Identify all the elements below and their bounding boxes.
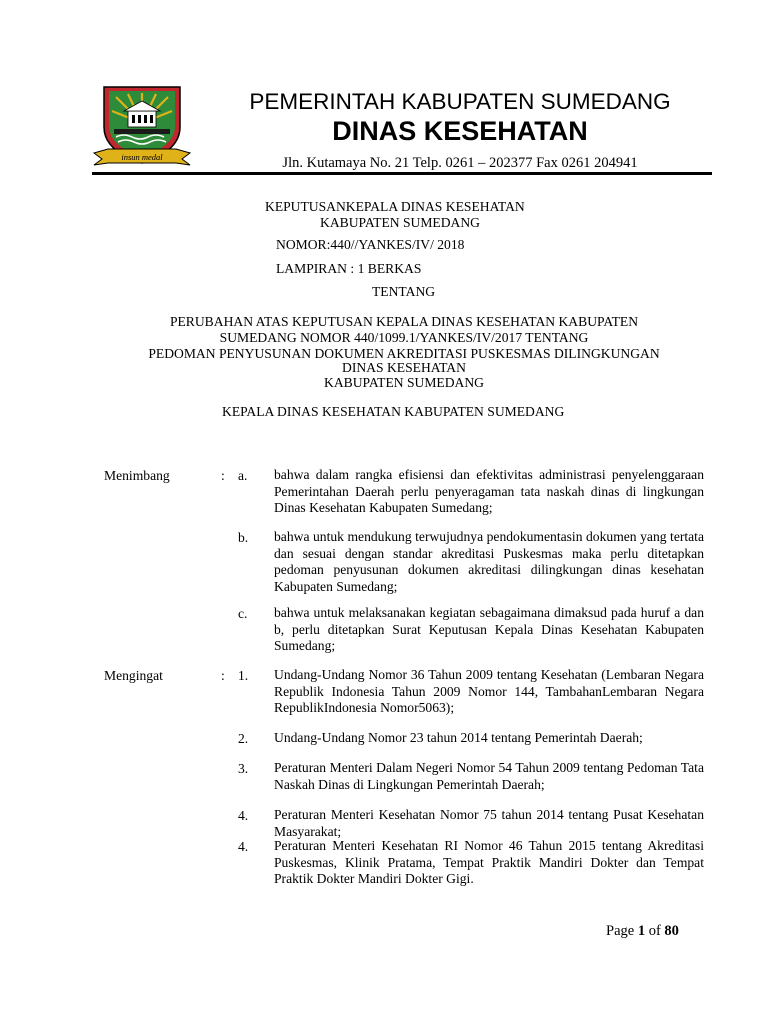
considering-colon: :	[221, 468, 225, 483]
subject-line: KABUPATEN SUMEDANG	[324, 375, 484, 390]
attachment-count: LAMPIRAN : 1 BERKAS	[276, 261, 422, 276]
considering-label: Menimbang	[104, 468, 170, 483]
list-marker: 4.	[238, 839, 249, 854]
list-marker: 2.	[238, 731, 249, 746]
subject-line: SUMEDANG NOMOR 440/1099.1/YANKES/IV/2017 TENTANG	[219, 330, 589, 345]
recalling-colon: :	[221, 668, 225, 683]
total-pages: 80	[664, 923, 679, 939]
government-title: PEMERINTAH KABUPATEN SUMEDANG	[249, 89, 671, 114]
considering-item-b: bahwa untuk mendukung terwujudnya pendokumentasin dokumen yang tertata dan sesuai dengan standar akreditasi Puskesmas maka perlu ditetapkan pedoman penyusunan dokumen akreditasi dilingkungan dinas kesehatan Kabupaten Sumedang;	[274, 529, 704, 594]
list-marker: 3.	[238, 761, 249, 776]
subject-line: DINAS KESEHATAN	[342, 360, 466, 375]
recalling-item-4: Peraturan Menteri Kesehatan Nomor 75 tahun 2014 tentang Pusat Kesehatan Masyarakat;	[274, 807, 704, 839]
recalling-item-5: Peraturan Menteri Kesehatan RI Nomor 46 Tahun 2015 tentang Akreditasi Puskesmas, Klinik Pratama, Tempat Praktik Mandiri Dokter dan Tempat Praktik Dokter Mandiri Dokter Gigi.	[274, 838, 704, 887]
sumedang-regency-crest-logo	[92, 83, 192, 171]
recalling-item-3: Peraturan Menteri Dalam Negeri Nomor 54 Tahun 2009 tentang Pedoman Tata Naskah Dinas di Lingkungan Pemerintah Daerah;	[274, 760, 704, 792]
of-word: of	[648, 923, 661, 939]
list-marker: a.	[238, 468, 248, 483]
decree-title-line1: KEPUTUSANKEPALA DINAS KESEHATAN	[265, 199, 525, 214]
list-marker: 4.	[238, 808, 249, 823]
issuer-heading: KEPALA DINAS KESEHATAN KABUPATEN SUMEDANG	[222, 404, 565, 419]
letterhead-divider	[92, 172, 712, 175]
list-marker: 1.	[238, 668, 249, 683]
recalling-label: Mengingat	[104, 668, 163, 683]
list-marker: c.	[238, 606, 248, 621]
crest-motto: insun medal	[121, 152, 163, 162]
decree-number: NOMOR:440//YANKES/IV/ 2018	[276, 237, 465, 252]
page-word: Page	[606, 923, 635, 939]
subject-line: PEDOMAN PENYUSUNAN DOKUMEN AKREDITASI PUSKESMAS DILINGKUNGAN	[148, 346, 660, 361]
agency-address: Jln. Kutamaya No. 21 Telp. 0261 – 202377 Fax 0261 204941	[282, 155, 638, 171]
list-marker: b.	[238, 530, 249, 545]
recalling-item-2: Undang-Undang Nomor 23 tahun 2014 tentang Pemerintah Daerah;	[274, 730, 643, 745]
subject-line: PERUBAHAN ATAS KEPUTUSAN KEPALA DINAS KESEHATAN KABUPATEN	[169, 314, 639, 329]
page-number	[606, 923, 679, 940]
about-label: TENTANG	[372, 284, 436, 299]
considering-item-c: bahwa untuk melaksanakan kegiatan sebagaimana dimaksud pada huruf a dan b, perlu ditetapkan Surat Keputusan Kepala Dinas Kesehatan Kabupaten Sumedang;	[274, 605, 704, 654]
considering-item-a: bahwa dalam rangka efisiensi dan efektivitas administrasi penyelenggaraan Pemerintahan Daerah perlu penyeragaman tata naskah dinas di lingkungan Dinas Kesehatan Kabupaten Sumedang;	[274, 467, 704, 516]
current-page: 1	[637, 923, 646, 939]
recalling-item-1: Undang-Undang Nomor 36 Tahun 2009 tentang Kesehatan (Lembaran Negara Republik Indonesia Tahun 2009 Nomor 144, TambahanLembaran Negara RepublikIndonesia Nomor5063);	[274, 667, 704, 716]
agency-title: DINAS KESEHATAN	[332, 116, 588, 146]
decree-title-line2: KABUPATEN SUMEDANG	[320, 215, 480, 230]
